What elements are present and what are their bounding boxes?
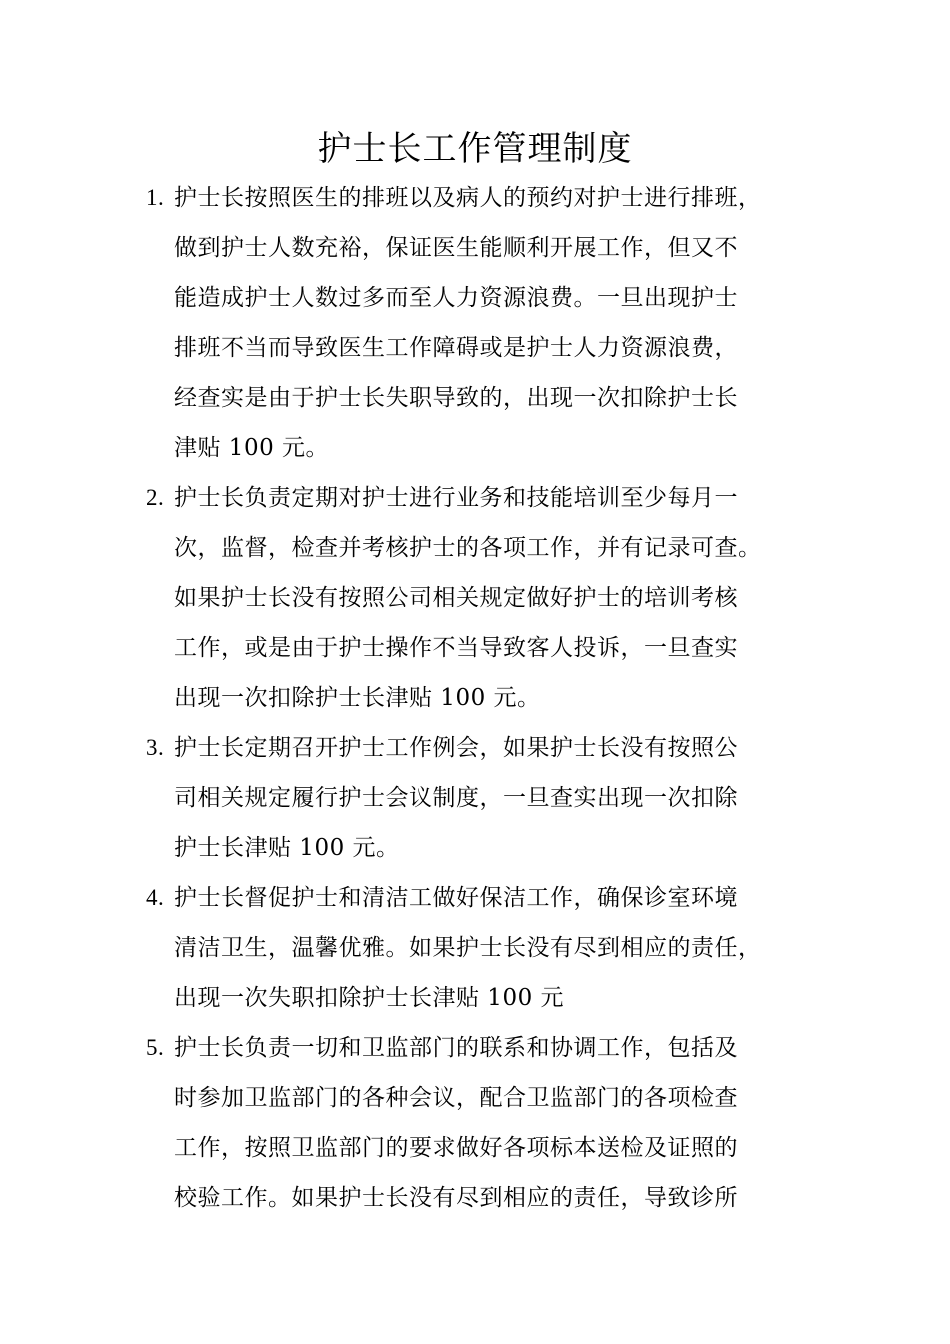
rule-number: 5. [146,1035,165,1060]
rule-number: 1. [146,185,165,210]
rule-text-line: 工作，按照卫监部门的要求做好各项标本送检及证照的 [174,1135,738,1161]
rule-number: 3. [146,735,165,760]
rule-text-line: 护士长负责一切和卫监部门的联系和协调工作，包括及 [174,1035,738,1061]
rule-text-line: 如果护士长没有按照公司相关规定做好护士的培训考核 [174,585,738,611]
rule-item-4 [146,873,818,1023]
rule-item-5 [146,1023,818,1223]
rule-text-line: 司相关规定履行护士会议制度，一旦查实出现一次扣除 [174,785,738,811]
rule-text-line: 护士长津贴 100 元。 [174,835,400,861]
rule-text-line: 津贴 100 元。 [174,435,330,461]
rule-text-line: 时参加卫监部门的各种会议，配合卫监部门的各项检查 [174,1085,738,1111]
document-title: 护士长工作管理制度 [317,129,633,169]
rule-text-line: 护士长负责定期对护士进行业务和技能培训至少每月一 [174,485,738,511]
rule-text-line: 经查实是由于护士长失职导致的，出现一次扣除护士长 [174,385,738,411]
rule-text-line: 次，监督，检查并考核护士的各项工作，并有记录可查。 [174,535,762,561]
rule-text-line: 校验工作。如果护士长没有尽到相应的责任，导致诊所 [174,1185,738,1211]
rule-item-2 [146,473,818,723]
rule-text-line: 护士长按照医生的排班以及病人的预约对护士进行排班， [174,185,762,211]
rule-text-line: 工作，或是由于护士操作不当导致客人投诉，一旦查实 [174,635,738,661]
rule-item-3 [146,723,818,873]
rule-text-line: 护士长督促护士和清洁工做好保洁工作，确保诊室环境 [174,885,738,911]
rules-list [146,173,818,1223]
rule-text-line: 出现一次失职扣除护士长津贴 100 元 [174,985,565,1011]
rule-text-line: 清洁卫生，温馨优雅。如果护士长没有尽到相应的责任， [174,935,762,961]
rule-number: 4. [146,885,165,910]
rule-number: 2. [146,485,165,510]
rule-item-1 [146,173,818,473]
rule-text-line: 护士长定期召开护士工作例会，如果护士长没有按照公 [174,735,738,761]
rule-text-line: 做到护士人数充裕，保证医生能顺利开展工作，但又不 [174,235,738,261]
rule-text-line: 出现一次扣除护士长津贴 100 元。 [174,685,541,711]
rule-text-line: 能造成护士人数过多而至人力资源浪费。一旦出现护士 [174,285,738,311]
rule-text-line: 排班不当而导致医生工作障碍或是护士人力资源浪费， [174,335,738,361]
